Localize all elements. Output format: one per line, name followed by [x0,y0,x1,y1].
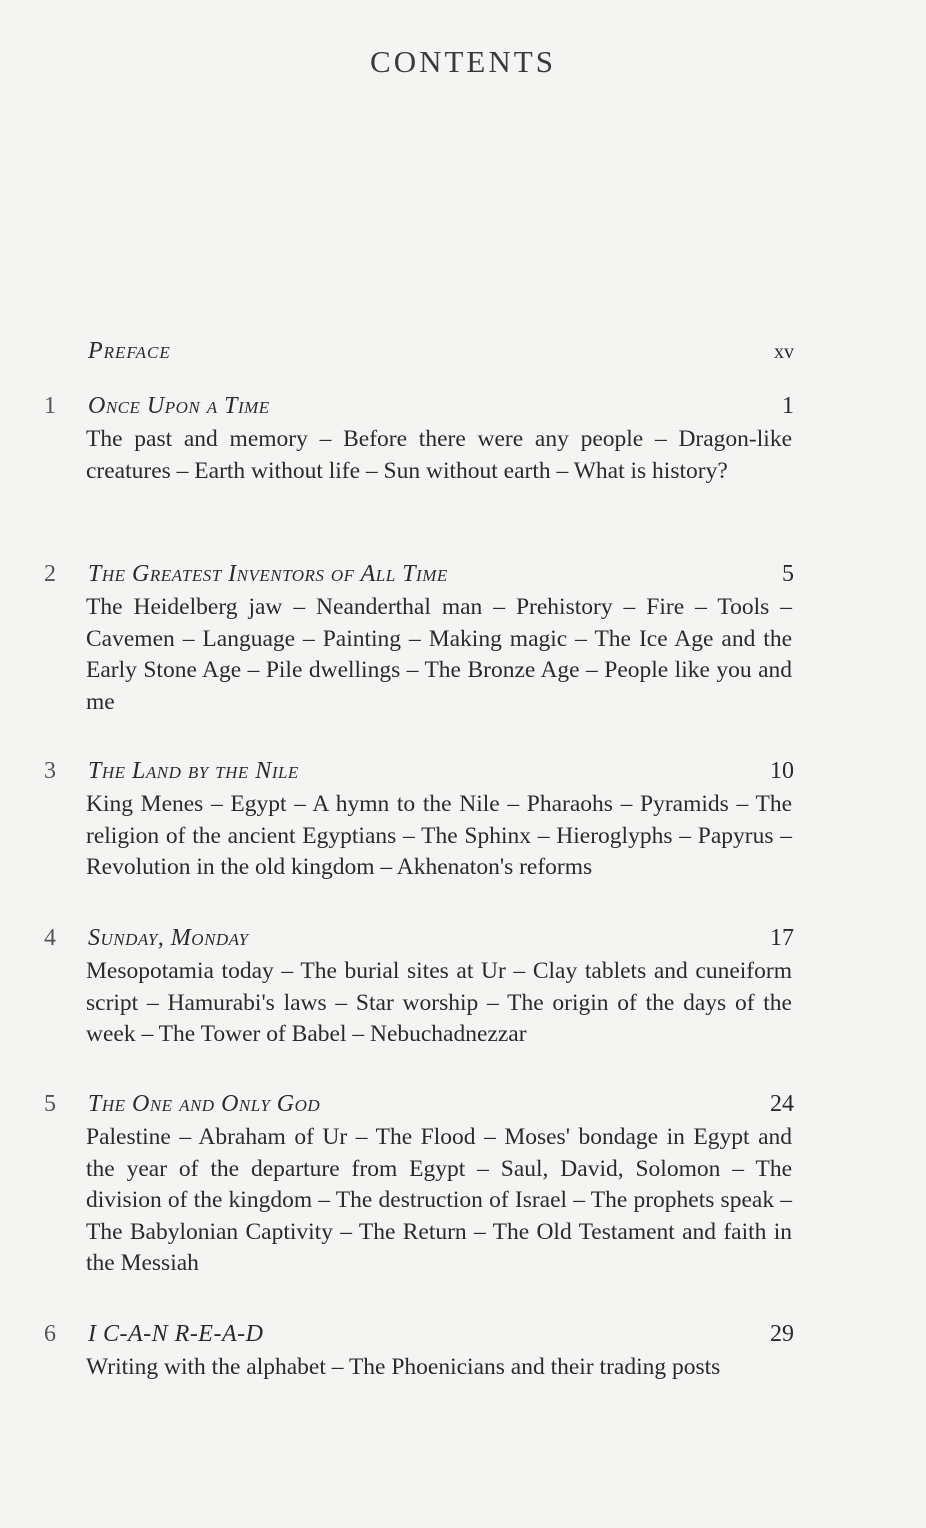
entry-heading [88,393,794,425]
entry-page-number: 1 [782,393,794,419]
entry-heading [88,1091,794,1123]
entry-page-number: 24 [770,1091,794,1117]
entry-title: Preface [88,338,171,364]
chapter-number: 4 [44,925,56,951]
entry-page-number: xv [774,341,794,363]
entry-heading [88,925,794,957]
entry-title: The Land by the Nile [88,758,299,784]
entry-page-number: 29 [770,1321,794,1347]
entry-title: The One and Only God [88,1091,321,1117]
entry-description: Writing with the alphabet – The Phoenicians and their trading posts [86,1354,721,1380]
entry-page-number: 10 [770,758,794,784]
chapter-number: 6 [44,1321,56,1347]
entry-title: Once Upon a Time [88,393,270,419]
entry-heading [88,561,794,593]
entry-description: Mesopotamia today – The burial sites at Ur – Clay tablets and cuneiform script – Hamurabi's laws – Star worship – The origin of the days of the week – The Tower of Babel – Nebuchadnezzar [86,958,792,1047]
entry-title: The Greatest Inventors of All Time [88,561,448,587]
entry-description: The past and memory – Before there were any people – Dragon-like creatures – Earth without life – Sun without earth – What is history? [86,426,792,484]
entry-page-number: 5 [782,561,794,587]
entry-heading [88,758,794,790]
entry-description: The Heidelberg jaw – Neanderthal man – Prehistory – Fire – Tools – Cavemen – Language – Painting – Making magic – The Ice Age and the Early Stone Age – Pile dwellings – The Bronze Age – People like you and me [86,594,792,715]
page-title: CONTENTS [370,44,556,79]
entry-title: I C-A-N R-E-A-D [88,1321,264,1347]
chapter-number: 1 [44,393,56,419]
chapter-number: 2 [44,561,56,587]
entry-page-number: 17 [770,925,794,951]
entry-description: King Menes – Egypt – A hymn to the Nile – Pharaohs – Pyramids – The religion of the ancient Egyptians – The Sphinx – Hieroglyphs – Papyrus – Revolution in the old kingdom – Akhenaton's reforms [86,791,792,880]
entry-heading [88,1321,794,1353]
entry-description: Palestine – Abraham of Ur – The Flood – Moses' bondage in Egypt and the year of the departure from Egypt – Saul, David, Solomon – The division of the kingdom – The destruction of Israel – The prophets speak – The Babylonian Captivity – The Return – The Old Testament and faith in the Messiah [86,1124,792,1276]
chapter-number: 5 [44,1091,56,1117]
chapter-number: 3 [44,758,56,784]
entry-title: Sunday, Monday [88,925,249,951]
entry-heading [88,338,794,370]
